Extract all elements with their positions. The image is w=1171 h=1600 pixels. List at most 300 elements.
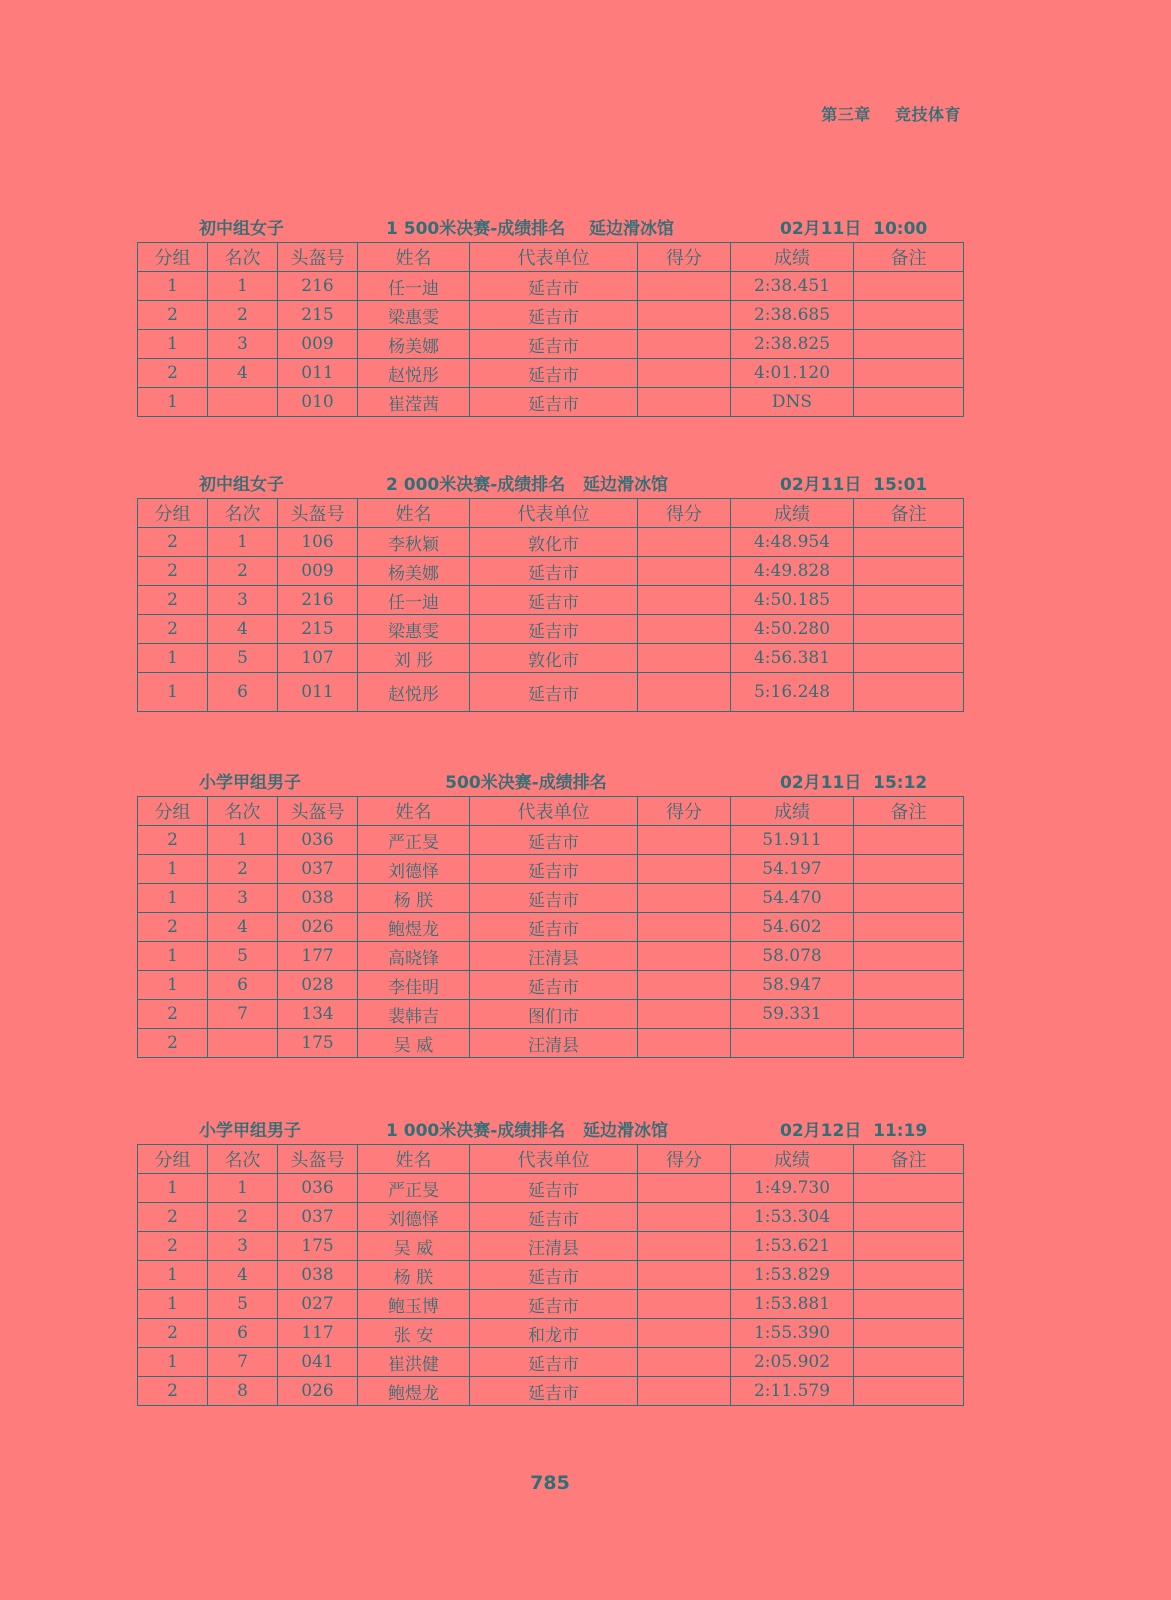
column-header: 头盔号 [278, 797, 358, 826]
table-cell: 1 [138, 388, 208, 417]
column-header: 分组 [138, 499, 208, 528]
table-cell: 4 [208, 913, 278, 942]
table-cell: 1 [138, 1290, 208, 1319]
table-cell: 175 [278, 1232, 358, 1261]
table-cell: 1 [208, 1174, 278, 1203]
table-cell: 2:38.685 [731, 301, 854, 330]
table-cell: 2 [208, 855, 278, 884]
table-row [138, 359, 964, 388]
table-cell: 2 [208, 1203, 278, 1232]
table-cell [638, 644, 731, 673]
table-row [138, 615, 964, 644]
running-header: 第三章 竞技体育 [821, 105, 961, 124]
table-cell: 1 [138, 1348, 208, 1377]
table-cell: 027 [278, 1290, 358, 1319]
table-cell [854, 971, 964, 1000]
column-header: 备注 [854, 499, 964, 528]
table-cell: 高晓锋 [358, 942, 470, 971]
table-cell: 敦化市 [470, 644, 638, 673]
table-cell: 038 [278, 1261, 358, 1290]
table-row [138, 330, 964, 359]
table-cell [854, 359, 964, 388]
table-cell: 延吉市 [470, 1290, 638, 1319]
table-row [138, 1029, 964, 1058]
table-row [138, 1203, 964, 1232]
table-cell [854, 615, 964, 644]
table-caption [137, 470, 963, 498]
table-header-row [138, 499, 964, 528]
table-cell: 延吉市 [470, 884, 638, 913]
table-row [138, 855, 964, 884]
table-row [138, 942, 964, 971]
caption-group: 小学甲组男子 [199, 773, 301, 793]
table-row [138, 1319, 964, 1348]
page-number: 785 [530, 1472, 570, 1494]
table-cell [854, 330, 964, 359]
table-cell: 7 [208, 1000, 278, 1029]
table-cell: 4:50.185 [731, 586, 854, 615]
table-cell: 1 [138, 673, 208, 712]
caption-event: 1 500米决赛-成绩排名 延边滑冰馆 [386, 219, 674, 239]
table-cell [638, 1232, 731, 1261]
table-cell: DNS [731, 388, 854, 417]
table-cell [638, 1261, 731, 1290]
table-cell [854, 673, 964, 712]
table-cell: 延吉市 [470, 826, 638, 855]
column-header: 成绩 [731, 499, 854, 528]
table-cell: 1 [138, 855, 208, 884]
table-cell: 延吉市 [470, 272, 638, 301]
caption-time: 02月11日 15:12 [780, 773, 928, 793]
table-cell: 汪清县 [470, 1232, 638, 1261]
column-header: 备注 [854, 243, 964, 272]
table-cell: 036 [278, 826, 358, 855]
table-cell: 5 [208, 644, 278, 673]
table-cell: 吴 威 [358, 1232, 470, 1261]
table-cell: 037 [278, 855, 358, 884]
table-row [138, 272, 964, 301]
table-cell: 2 [138, 1203, 208, 1232]
column-header: 得分 [638, 797, 731, 826]
table-row [138, 1377, 964, 1406]
table-cell: 任一迪 [358, 586, 470, 615]
table-cell: 2 [138, 913, 208, 942]
table-cell: 和龙市 [470, 1319, 638, 1348]
table-cell: 6 [208, 971, 278, 1000]
table-cell [638, 826, 731, 855]
table-cell: 6 [208, 1319, 278, 1348]
table-cell: 延吉市 [470, 1377, 638, 1406]
table-cell [854, 644, 964, 673]
table-cell [208, 1029, 278, 1058]
results-table [137, 498, 964, 712]
table-row [138, 528, 964, 557]
table-cell: 026 [278, 913, 358, 942]
column-header: 名次 [208, 797, 278, 826]
table-cell: 216 [278, 586, 358, 615]
table-cell: 2 [208, 301, 278, 330]
table-cell: 张 安 [358, 1319, 470, 1348]
table-cell: 延吉市 [470, 388, 638, 417]
table-cell: 038 [278, 884, 358, 913]
table-cell: 2:05.902 [731, 1348, 854, 1377]
results-table [137, 242, 964, 417]
table-cell: 延吉市 [470, 1348, 638, 1377]
table-cell: 59.331 [731, 1000, 854, 1029]
table-cell: 2:38.825 [731, 330, 854, 359]
table-cell [854, 1290, 964, 1319]
table-cell: 041 [278, 1348, 358, 1377]
table-cell: 2 [138, 1377, 208, 1406]
table-cell: 036 [278, 1174, 358, 1203]
table-cell: 刘德怿 [358, 1203, 470, 1232]
table-cell: 图们市 [470, 1000, 638, 1029]
column-header: 成绩 [731, 797, 854, 826]
results-section [137, 768, 963, 1058]
column-header: 得分 [638, 1145, 731, 1174]
results-section [137, 214, 963, 417]
table-cell: 2 [138, 586, 208, 615]
table-cell: 1:53.621 [731, 1232, 854, 1261]
table-cell: 51.911 [731, 826, 854, 855]
table-cell: 杨 朕 [358, 1261, 470, 1290]
table-cell: 011 [278, 359, 358, 388]
table-caption [137, 768, 963, 796]
column-header: 成绩 [731, 1145, 854, 1174]
table-cell: 117 [278, 1319, 358, 1348]
table-cell: 2 [138, 1000, 208, 1029]
table-cell: 2 [138, 359, 208, 388]
table-cell: 1:53.881 [731, 1290, 854, 1319]
table-cell: 2 [138, 1232, 208, 1261]
table-cell [638, 388, 731, 417]
caption-event: 1 000米决赛-成绩排名 延边滑冰馆 [386, 1121, 669, 1141]
table-row [138, 644, 964, 673]
table-row [138, 1261, 964, 1290]
column-header: 头盔号 [278, 499, 358, 528]
table-cell [854, 1029, 964, 1058]
table-cell: 延吉市 [470, 1203, 638, 1232]
table-cell: 8 [208, 1377, 278, 1406]
column-header: 代表单位 [470, 797, 638, 826]
table-cell: 鲍煜龙 [358, 913, 470, 942]
table-cell [854, 1348, 964, 1377]
table-cell: 赵悦彤 [358, 673, 470, 712]
table-cell: 延吉市 [470, 586, 638, 615]
table-cell [854, 884, 964, 913]
table-cell: 刘 彤 [358, 644, 470, 673]
table-cell [638, 1174, 731, 1203]
table-cell: 215 [278, 615, 358, 644]
table-cell: 107 [278, 644, 358, 673]
column-header: 头盔号 [278, 1145, 358, 1174]
caption-time: 02月12日 11:19 [780, 1121, 928, 1141]
table-cell [854, 1203, 964, 1232]
table-cell: 严正旻 [358, 826, 470, 855]
table-cell: 裴韩吉 [358, 1000, 470, 1029]
table-cell [638, 1377, 731, 1406]
table-cell [638, 673, 731, 712]
caption-group: 小学甲组男子 [199, 1121, 301, 1141]
table-cell: 延吉市 [470, 1174, 638, 1203]
table-cell: 崔滢茜 [358, 388, 470, 417]
table-cell: 2 [208, 557, 278, 586]
column-header: 姓名 [358, 499, 470, 528]
table-cell: 延吉市 [470, 971, 638, 1000]
table-cell [638, 615, 731, 644]
table-cell [638, 1319, 731, 1348]
table-cell: 1 [208, 826, 278, 855]
table-cell: 1 [138, 1261, 208, 1290]
table-cell [638, 1348, 731, 1377]
table-cell: 4 [208, 615, 278, 644]
table-row [138, 557, 964, 586]
table-cell: 54.602 [731, 913, 854, 942]
table-row [138, 1290, 964, 1319]
caption-group: 初中组女子 [199, 219, 284, 239]
table-cell: 3 [208, 884, 278, 913]
table-row [138, 884, 964, 913]
table-cell: 2 [138, 528, 208, 557]
table-cell: 鲍玉博 [358, 1290, 470, 1319]
table-row [138, 301, 964, 330]
table-cell: 崔洪健 [358, 1348, 470, 1377]
table-cell: 严正旻 [358, 1174, 470, 1203]
table-cell [854, 1319, 964, 1348]
table-cell: 2 [138, 826, 208, 855]
table-cell: 177 [278, 942, 358, 971]
column-header: 代表单位 [470, 243, 638, 272]
results-section [137, 470, 963, 712]
table-cell: 134 [278, 1000, 358, 1029]
table-cell [638, 301, 731, 330]
table-cell: 5:16.248 [731, 673, 854, 712]
table-cell: 2 [138, 615, 208, 644]
table-cell: 2 [138, 1029, 208, 1058]
table-cell [638, 1203, 731, 1232]
table-cell: 4 [208, 1261, 278, 1290]
table-cell: 4:49.828 [731, 557, 854, 586]
table-cell: 1 [138, 644, 208, 673]
column-header: 备注 [854, 1145, 964, 1174]
table-cell: 216 [278, 272, 358, 301]
table-header-row [138, 1145, 964, 1174]
table-cell [854, 1000, 964, 1029]
column-header: 代表单位 [470, 1145, 638, 1174]
table-cell: 汪清县 [470, 942, 638, 971]
table-cell: 吴 威 [358, 1029, 470, 1058]
table-cell: 175 [278, 1029, 358, 1058]
table-cell: 6 [208, 673, 278, 712]
column-header: 成绩 [731, 243, 854, 272]
table-cell: 026 [278, 1377, 358, 1406]
column-header: 名次 [208, 1145, 278, 1174]
table-cell: 028 [278, 971, 358, 1000]
column-header: 分组 [138, 797, 208, 826]
table-cell [854, 1232, 964, 1261]
table-cell: 梁惠雯 [358, 301, 470, 330]
table-cell: 刘德怿 [358, 855, 470, 884]
results-section [137, 1116, 963, 1406]
table-cell: 梁惠雯 [358, 615, 470, 644]
table-cell: 4:48.954 [731, 528, 854, 557]
table-row [138, 1174, 964, 1203]
column-header: 得分 [638, 499, 731, 528]
table-cell: 杨美娜 [358, 330, 470, 359]
table-cell: 延吉市 [470, 557, 638, 586]
table-caption [137, 1116, 963, 1144]
table-cell: 2:11.579 [731, 1377, 854, 1406]
table-cell [638, 1029, 731, 1058]
table-cell [854, 942, 964, 971]
table-cell: 延吉市 [470, 673, 638, 712]
table-row [138, 586, 964, 615]
table-cell [638, 884, 731, 913]
table-cell: 2 [138, 1319, 208, 1348]
column-header: 姓名 [358, 1145, 470, 1174]
caption-event: 500米决赛-成绩排名 [386, 773, 607, 793]
table-cell [854, 388, 964, 417]
table-row [138, 1348, 964, 1377]
table-cell: 58.078 [731, 942, 854, 971]
table-cell: 延吉市 [470, 330, 638, 359]
table-cell: 李秋颖 [358, 528, 470, 557]
table-cell: 延吉市 [470, 301, 638, 330]
table-cell [208, 388, 278, 417]
table-cell: 1 [208, 272, 278, 301]
table-cell: 延吉市 [470, 855, 638, 884]
table-cell [854, 855, 964, 884]
table-caption [137, 214, 963, 242]
table-cell: 李佳明 [358, 971, 470, 1000]
table-row [138, 1000, 964, 1029]
table-cell [638, 971, 731, 1000]
table-cell [638, 586, 731, 615]
table-cell: 009 [278, 330, 358, 359]
table-cell: 1 [138, 884, 208, 913]
table-cell: 1 [138, 330, 208, 359]
table-cell: 011 [278, 673, 358, 712]
column-header: 备注 [854, 797, 964, 826]
table-cell: 1 [138, 1174, 208, 1203]
table-cell [854, 301, 964, 330]
table-cell: 鲍煜龙 [358, 1377, 470, 1406]
table-cell: 58.947 [731, 971, 854, 1000]
table-cell: 2 [138, 301, 208, 330]
caption-group: 初中组女子 [199, 475, 284, 495]
table-cell: 1 [138, 272, 208, 301]
table-cell: 杨美娜 [358, 557, 470, 586]
table-cell [854, 586, 964, 615]
column-header: 得分 [638, 243, 731, 272]
column-header: 姓名 [358, 797, 470, 826]
table-cell: 4:01.120 [731, 359, 854, 388]
table-header-row [138, 797, 964, 826]
table-row [138, 388, 964, 417]
table-cell: 1 [208, 528, 278, 557]
table-cell: 3 [208, 330, 278, 359]
column-header: 分组 [138, 1145, 208, 1174]
table-cell: 敦化市 [470, 528, 638, 557]
table-cell [638, 913, 731, 942]
results-table [137, 796, 964, 1058]
table-cell: 2:38.451 [731, 272, 854, 301]
column-header: 头盔号 [278, 243, 358, 272]
table-row [138, 826, 964, 855]
table-row [138, 971, 964, 1000]
column-header: 姓名 [358, 243, 470, 272]
table-cell: 汪清县 [470, 1029, 638, 1058]
table-cell [638, 528, 731, 557]
table-cell: 1:49.730 [731, 1174, 854, 1203]
table-row [138, 673, 964, 712]
table-cell: 任一迪 [358, 272, 470, 301]
table-cell: 赵悦彤 [358, 359, 470, 388]
results-table [137, 1144, 964, 1406]
column-header: 代表单位 [470, 499, 638, 528]
table-cell [854, 1377, 964, 1406]
table-cell: 延吉市 [470, 615, 638, 644]
caption-event: 2 000米决赛-成绩排名 延边滑冰馆 [386, 475, 669, 495]
table-cell [854, 557, 964, 586]
column-header: 分组 [138, 243, 208, 272]
table-cell: 4:56.381 [731, 644, 854, 673]
table-cell: 7 [208, 1348, 278, 1377]
table-cell [731, 1029, 854, 1058]
table-cell: 010 [278, 388, 358, 417]
table-cell: 1:55.390 [731, 1319, 854, 1348]
table-cell: 3 [208, 1232, 278, 1261]
table-cell [854, 1174, 964, 1203]
table-header-row [138, 243, 964, 272]
caption-time: 02月11日 15:01 [780, 475, 928, 495]
table-cell: 037 [278, 1203, 358, 1232]
table-cell [638, 1290, 731, 1319]
table-cell [854, 913, 964, 942]
table-cell: 1 [138, 971, 208, 1000]
table-cell [854, 1261, 964, 1290]
table-cell: 5 [208, 942, 278, 971]
table-cell [638, 855, 731, 884]
table-cell: 106 [278, 528, 358, 557]
table-cell: 3 [208, 586, 278, 615]
table-cell [638, 359, 731, 388]
table-cell: 延吉市 [470, 913, 638, 942]
table-cell: 1:53.304 [731, 1203, 854, 1232]
table-cell: 215 [278, 301, 358, 330]
table-cell [638, 272, 731, 301]
table-cell: 009 [278, 557, 358, 586]
table-cell: 54.470 [731, 884, 854, 913]
table-cell [638, 557, 731, 586]
table-cell [638, 942, 731, 971]
table-cell: 延吉市 [470, 359, 638, 388]
table-cell: 延吉市 [470, 1261, 638, 1290]
column-header: 名次 [208, 499, 278, 528]
table-cell: 杨 朕 [358, 884, 470, 913]
table-cell [854, 826, 964, 855]
table-cell: 4 [208, 359, 278, 388]
table-cell [638, 1000, 731, 1029]
table-row [138, 1232, 964, 1261]
table-cell: 1 [138, 942, 208, 971]
table-cell: 5 [208, 1290, 278, 1319]
table-cell: 2 [138, 557, 208, 586]
table-cell [854, 272, 964, 301]
table-cell [638, 330, 731, 359]
caption-time: 02月11日 10:00 [780, 219, 928, 239]
table-cell: 54.197 [731, 855, 854, 884]
